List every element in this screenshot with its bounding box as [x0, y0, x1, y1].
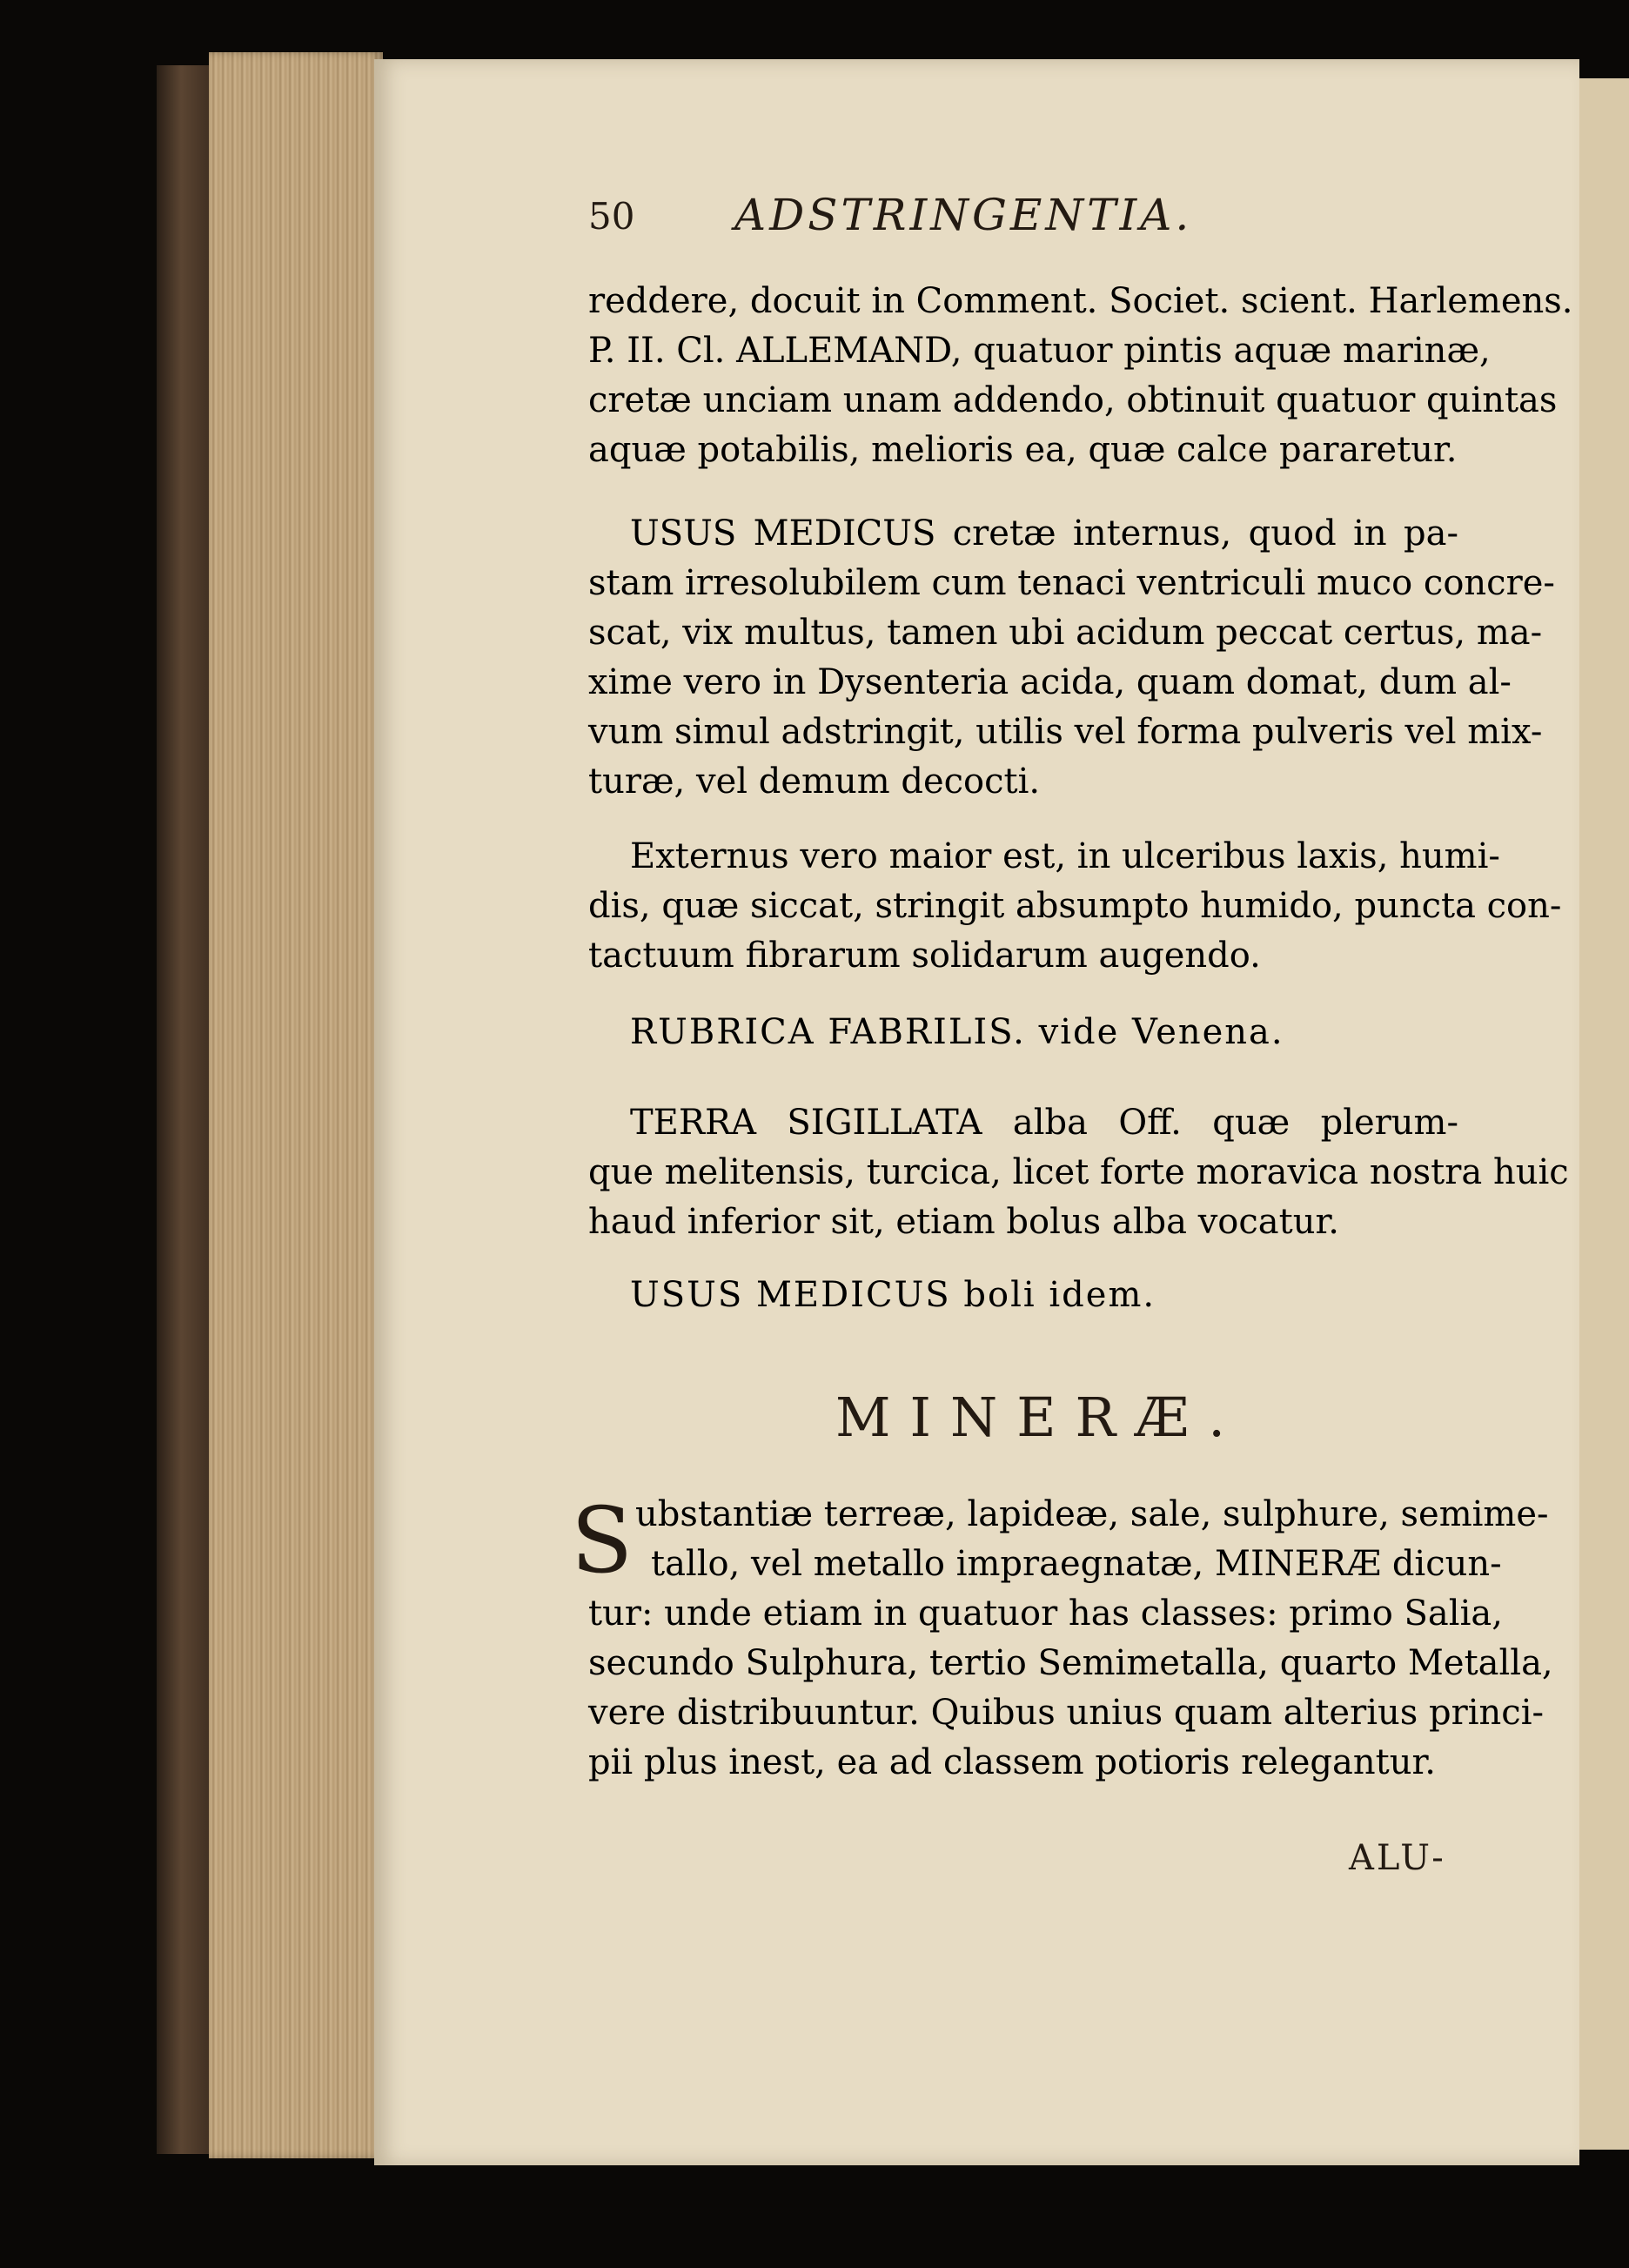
text-line: ubstantiæ terreæ, lapideæ, sale, sulphure, semime-: [635, 1494, 1549, 1534]
text-line: tactuum fibrarum solidarum augendo.: [588, 936, 1261, 976]
paragraph-minerae: [588, 1589, 1553, 1788]
text-line: scat, vix multus, tamen ubi acidum peccat certus, ma-: [588, 613, 1543, 653]
paragraph-terra-sigillata: [588, 1098, 1569, 1247]
paragraph-externus: [588, 832, 1562, 981]
text-line: P. II. Cl. ALLEMAND, quatuor pintis aquæ marinæ,: [588, 331, 1491, 371]
text-line: RUBRICA FABRILIS. vide Venena.: [630, 1012, 1284, 1052]
section-heading: MINERÆ.: [835, 1386, 1244, 1449]
text-line: que melitensis, turcica, licet forte moravica nostra huic: [588, 1152, 1569, 1192]
text-line: reddere, docuit in Comment. Societ. scient. Harlemens.: [588, 281, 1573, 321]
text-line: stam irresolubilem cum tenaci ventriculi muco concre-: [588, 563, 1555, 603]
text-line: vere distribuuntur. Quibus unius quam alterius princi-: [588, 1693, 1545, 1733]
text-line: xime vero in Dysenteria acida, quam domat, dum al-: [588, 662, 1512, 702]
text-line: tallo, vel metallo impraegnatæ, MINERÆ dicun-: [651, 1544, 1502, 1584]
paragraph-usus-medicus-boli: [588, 1271, 1458, 1320]
facing-page-edge: [1579, 78, 1629, 2150]
paragraph-usus-medicus-cretae: [588, 509, 1555, 807]
paragraph-minerae-first-line: [635, 1490, 1549, 1589]
page-number: 50: [588, 195, 635, 238]
text-line: vum simul adstringit, utilis vel forma pulveris vel mix-: [588, 712, 1543, 752]
running-head: ADSTRINGENTIA.: [734, 190, 1193, 240]
text-line: dis, quæ siccat, stringit absumpto humido, puncta con-: [588, 886, 1562, 926]
text-line: tur: unde etiam in quatuor has classes: primo Salia,: [588, 1594, 1503, 1634]
text-line: aquæ potabilis, melioris ea, quæ calce pararetur.: [588, 430, 1458, 470]
text-line: haud inferior sit, etiam bolus alba vocatur.: [588, 1202, 1339, 1242]
page-edges: [209, 52, 383, 2158]
text-line: TERRA SIGILLATA alba Off. quæ plerum-: [630, 1103, 1458, 1143]
paragraph-rubrica: [588, 1008, 1458, 1057]
text-line: cretæ unciam unam addendo, obtinuit quatuor quintas: [588, 380, 1558, 420]
paragraph-harlem: [588, 277, 1573, 475]
drop-capital: S: [571, 1487, 634, 1594]
text-line: USUS MEDICUS cretæ internus, quod in pa-: [630, 513, 1458, 554]
catchword: ALU-: [1349, 1838, 1446, 1878]
text-line: turæ, vel demum decocti.: [588, 762, 1041, 802]
text-line: secundo Sulphura, tertio Semimetalla, quarto Metalla,: [588, 1643, 1553, 1683]
text-line: pii plus inest, ea ad classem potioris relegantur.: [588, 1742, 1436, 1782]
text-line: Externus vero maior est, in ulceribus laxis, humi-: [630, 836, 1500, 876]
text-line: USUS MEDICUS boli idem.: [630, 1275, 1156, 1315]
